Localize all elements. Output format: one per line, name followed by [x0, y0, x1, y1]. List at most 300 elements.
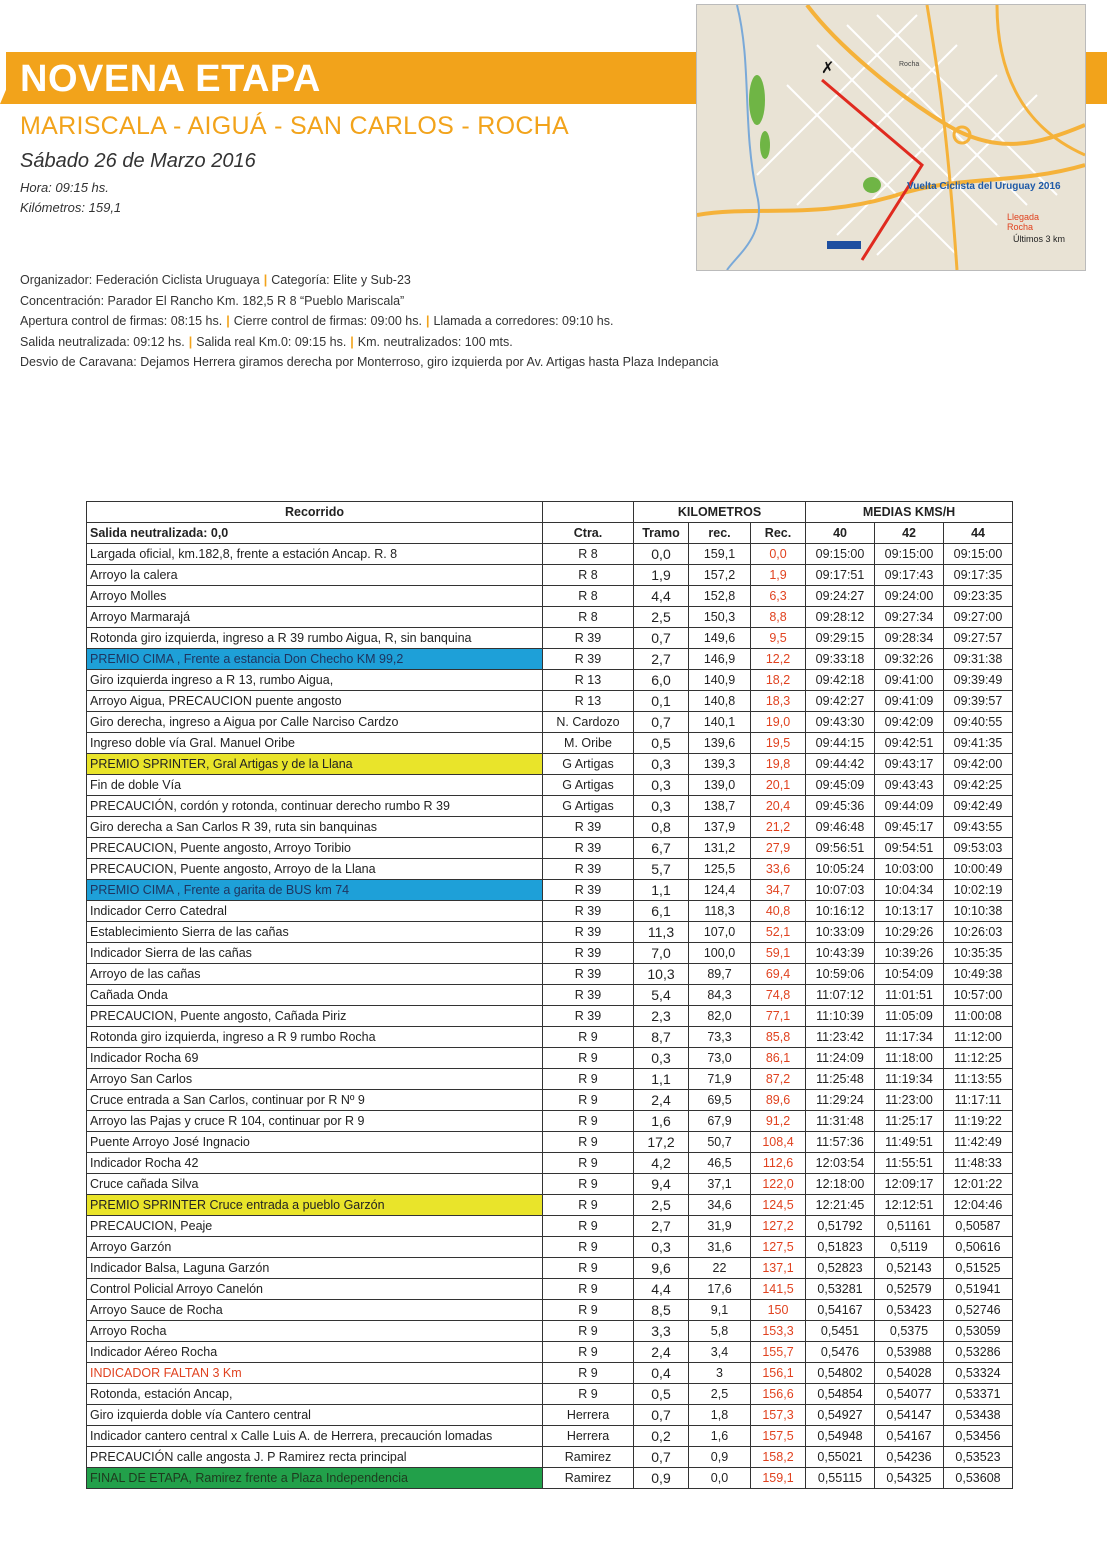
cell-km-remaining: 9,1	[689, 1300, 751, 1321]
cell-time-44: 0,53324	[944, 1363, 1013, 1384]
cell-road: R 9	[543, 1195, 634, 1216]
cell-tramo: 4,4	[634, 1279, 689, 1300]
cell-time-40: 0,54802	[806, 1363, 875, 1384]
cell-time-42: 11:55:51	[875, 1153, 944, 1174]
cell-km-remaining: 152,8	[689, 586, 751, 607]
cell-road: R 39	[543, 985, 634, 1006]
table-row	[87, 838, 1013, 859]
cell-point: PREMIO SPRINTER, Gral Artigas y de la Llana	[87, 754, 543, 775]
cell-time-44: 09:15:00	[944, 544, 1013, 565]
cell-time-42: 0,5119	[875, 1237, 944, 1258]
cell-tramo: 0,3	[634, 775, 689, 796]
cell-time-40: 09:17:51	[806, 565, 875, 586]
table-row	[87, 754, 1013, 775]
cell-km-remaining: 124,4	[689, 880, 751, 901]
table-row	[87, 1174, 1013, 1195]
cell-time-44: 11:12:25	[944, 1048, 1013, 1069]
cell-point: Arroyo Rocha	[87, 1321, 543, 1342]
cell-point: Rotonda giro izquierda, ingreso a R 9 rumbo Rocha	[87, 1027, 543, 1048]
header-speed-40: 40	[806, 523, 875, 544]
cell-km-remaining: 73,0	[689, 1048, 751, 1069]
cell-time-44: 11:19:22	[944, 1111, 1013, 1132]
cell-road: G Artigas	[543, 796, 634, 817]
cell-km-remaining: 37,1	[689, 1174, 751, 1195]
table-row	[87, 943, 1013, 964]
cell-point: Rotonda giro izquierda, ingreso a R 39 rumbo Aigua, R, sin banquina	[87, 628, 543, 649]
table-header-row-1	[87, 502, 1013, 523]
cell-km-remaining: 149,6	[689, 628, 751, 649]
table-row	[87, 1279, 1013, 1300]
cell-time-44: 09:39:57	[944, 691, 1013, 712]
cell-time-42: 0,53423	[875, 1300, 944, 1321]
cell-time-42: 09:24:00	[875, 586, 944, 607]
cell-point: Arroyo Molles	[87, 586, 543, 607]
cell-time-44: 09:42:25	[944, 775, 1013, 796]
cell-km-remaining: 0,0	[689, 1468, 751, 1489]
cell-tramo: 6,1	[634, 901, 689, 922]
cell-time-44: 10:26:03	[944, 922, 1013, 943]
cell-tramo: 0,5	[634, 1384, 689, 1405]
cell-km-remaining: 100,0	[689, 943, 751, 964]
cell-time-42: 09:28:34	[875, 628, 944, 649]
cell-time-44: 0,53371	[944, 1384, 1013, 1405]
cell-time-40: 0,53281	[806, 1279, 875, 1300]
table-row	[87, 1132, 1013, 1153]
cell-tramo: 9,4	[634, 1174, 689, 1195]
cell-time-42: 0,54077	[875, 1384, 944, 1405]
cell-time-42: 10:04:34	[875, 880, 944, 901]
cell-time-42: 11:19:34	[875, 1069, 944, 1090]
cell-time-44: 09:27:00	[944, 607, 1013, 628]
table-row	[87, 775, 1013, 796]
cell-time-40: 10:59:06	[806, 964, 875, 985]
distance: Kilómetros: 159,1	[20, 200, 122, 215]
cell-tramo: 10,3	[634, 964, 689, 985]
stage-date: Sábado 26 de Marzo 2016	[20, 150, 256, 172]
cell-km-covered: 124,5	[751, 1195, 806, 1216]
table-row	[87, 859, 1013, 880]
cell-km-remaining: 139,3	[689, 754, 751, 775]
cell-time-42: 0,54028	[875, 1363, 944, 1384]
cell-km-remaining: 50,7	[689, 1132, 751, 1153]
cell-time-44: 09:53:03	[944, 838, 1013, 859]
header-rec-covered: Rec.	[751, 523, 806, 544]
cell-time-42: 0,5375	[875, 1321, 944, 1342]
cell-km-remaining: 140,1	[689, 712, 751, 733]
cell-time-40: 11:10:39	[806, 1006, 875, 1027]
cell-tramo: 0,7	[634, 712, 689, 733]
cell-tramo: 7,0	[634, 943, 689, 964]
cell-time-40: 09:46:48	[806, 817, 875, 838]
table-row	[87, 1111, 1013, 1132]
cell-road: R 9	[543, 1090, 634, 1111]
cell-km-remaining: 17,6	[689, 1279, 751, 1300]
cell-time-44: 0,53059	[944, 1321, 1013, 1342]
cell-km-remaining: 138,7	[689, 796, 751, 817]
cell-point: Arroyo San Carlos	[87, 1069, 543, 1090]
cell-km-covered: 21,2	[751, 817, 806, 838]
table-row	[87, 1216, 1013, 1237]
cell-time-42: 0,54236	[875, 1447, 944, 1468]
stage-route: MARISCALA - AIGUÁ - SAN CARLOS - ROCHA	[20, 112, 570, 140]
cell-road: R 9	[543, 1174, 634, 1195]
cell-tramo: 0,3	[634, 754, 689, 775]
cell-km-covered: 19,5	[751, 733, 806, 754]
cell-km-covered: 122,0	[751, 1174, 806, 1195]
cell-km-covered: 159,1	[751, 1468, 806, 1489]
cell-point: Indicador Rocha 42	[87, 1153, 543, 1174]
cell-km-remaining: 1,6	[689, 1426, 751, 1447]
cell-time-42: 0,52143	[875, 1258, 944, 1279]
cell-road: R 39	[543, 922, 634, 943]
cell-tramo: 0,3	[634, 1048, 689, 1069]
cell-time-44: 0,53456	[944, 1426, 1013, 1447]
cell-time-42: 09:43:43	[875, 775, 944, 796]
cell-km-remaining: 22	[689, 1258, 751, 1279]
cell-km-covered: 69,4	[751, 964, 806, 985]
cell-point: PREMIO CIMA , Frente a estancia Don Checho KM 99,2	[87, 649, 543, 670]
header-salida: Salida neutralizada: 0,0	[87, 523, 543, 544]
cell-time-40: 09:15:00	[806, 544, 875, 565]
cell-time-40: 0,52823	[806, 1258, 875, 1279]
cell-road: R 13	[543, 670, 634, 691]
cell-tramo: 6,0	[634, 670, 689, 691]
route-map	[696, 4, 1086, 271]
cell-time-44: 11:00:08	[944, 1006, 1013, 1027]
info-line-4: Salida neutralizada: 09:12 hs. | Salida real Km.0: 09:15 hs. | Km. neutralizados: 100 mts.	[20, 334, 513, 349]
cell-time-44: 11:12:00	[944, 1027, 1013, 1048]
cell-road: R 9	[543, 1216, 634, 1237]
cell-km-covered: 127,5	[751, 1237, 806, 1258]
cell-tramo: 4,2	[634, 1153, 689, 1174]
info-line-5: Desvio de Caravana: Dejamos Herrera giramos derecha por Monterroso, giro izquierda por Av. Artigas hasta Plaza Indepancia	[20, 355, 719, 369]
cell-time-44: 0,50587	[944, 1216, 1013, 1237]
cell-point: PRECAUCION, Puente angosto, Arroyo de la Llana	[87, 859, 543, 880]
cell-time-44: 12:04:46	[944, 1195, 1013, 1216]
cell-km-covered: 6,3	[751, 586, 806, 607]
cell-km-covered: 19,0	[751, 712, 806, 733]
cell-time-44: 11:13:55	[944, 1069, 1013, 1090]
table-row	[87, 796, 1013, 817]
cell-point: PRECAUCION, Peaje	[87, 1216, 543, 1237]
header-medias: MEDIAS KMS/H	[806, 502, 1013, 523]
cell-time-40: 09:42:18	[806, 670, 875, 691]
cell-point: PRECAUCIÓN calle angosta J. P Ramirez recta principal	[87, 1447, 543, 1468]
cell-road: R 9	[543, 1069, 634, 1090]
cell-tramo: 17,2	[634, 1132, 689, 1153]
table-row	[87, 691, 1013, 712]
cell-time-42: 11:01:51	[875, 985, 944, 1006]
cell-km-covered: 19,8	[751, 754, 806, 775]
cell-time-40: 09:44:42	[806, 754, 875, 775]
cell-tramo: 3,3	[634, 1321, 689, 1342]
cell-tramo: 0,2	[634, 1426, 689, 1447]
cell-time-40: 0,5476	[806, 1342, 875, 1363]
cell-point: PRECAUCIÓN, cordón y rotonda, continuar derecho rumbo R 39	[87, 796, 543, 817]
cell-tramo: 0,7	[634, 1447, 689, 1468]
cell-point: Arroyo Garzón	[87, 1237, 543, 1258]
cell-road: R 8	[543, 565, 634, 586]
cell-tramo: 6,7	[634, 838, 689, 859]
cell-road: R 9	[543, 1384, 634, 1405]
cell-time-40: 10:33:09	[806, 922, 875, 943]
table-header-row-2	[87, 523, 1013, 544]
cell-time-42: 0,54147	[875, 1405, 944, 1426]
cell-road: R 9	[543, 1237, 634, 1258]
cell-time-40: 09:45:09	[806, 775, 875, 796]
cell-km-covered: 157,5	[751, 1426, 806, 1447]
cell-road: R 9	[543, 1300, 634, 1321]
cell-road: R 39	[543, 880, 634, 901]
cell-point: Arroyo las Pajas y cruce R 104, continuar por R 9	[87, 1111, 543, 1132]
table-row	[87, 628, 1013, 649]
cell-km-remaining: 140,9	[689, 670, 751, 691]
cell-point: Cruce cañada Silva	[87, 1174, 543, 1195]
cell-time-40: 0,55021	[806, 1447, 875, 1468]
cell-road: R 39	[543, 838, 634, 859]
cell-time-44: 10:35:35	[944, 943, 1013, 964]
cell-km-covered: 85,8	[751, 1027, 806, 1048]
table-row	[87, 1258, 1013, 1279]
cell-time-42: 0,51161	[875, 1216, 944, 1237]
cell-point: Indicador Sierra de las cañas	[87, 943, 543, 964]
cell-time-40: 12:21:45	[806, 1195, 875, 1216]
cell-time-42: 09:43:17	[875, 754, 944, 775]
cell-road: R 39	[543, 817, 634, 838]
cell-km-covered: 127,2	[751, 1216, 806, 1237]
map-arrival-label: Llegada	[1007, 212, 1040, 222]
cell-time-44: 10:57:00	[944, 985, 1013, 1006]
cell-time-40: 0,51823	[806, 1237, 875, 1258]
cell-road: R 39	[543, 943, 634, 964]
cell-km-covered: 150	[751, 1300, 806, 1321]
cell-time-40: 10:07:03	[806, 880, 875, 901]
cell-km-remaining: 146,9	[689, 649, 751, 670]
map-arrival-city-label: Rocha	[1007, 222, 1034, 232]
cell-road: R 9	[543, 1027, 634, 1048]
cell-tramo: 2,4	[634, 1342, 689, 1363]
cell-tramo: 0,4	[634, 1363, 689, 1384]
cell-time-40: 0,54854	[806, 1384, 875, 1405]
cell-tramo: 2,5	[634, 1195, 689, 1216]
cell-km-covered: 20,4	[751, 796, 806, 817]
cell-km-covered: 52,1	[751, 922, 806, 943]
cell-time-44: 0,50616	[944, 1237, 1013, 1258]
cell-time-42: 11:18:00	[875, 1048, 944, 1069]
cell-time-42: 12:09:17	[875, 1174, 944, 1195]
cell-tramo: 8,7	[634, 1027, 689, 1048]
cell-km-remaining: 34,6	[689, 1195, 751, 1216]
cell-km-covered: 33,6	[751, 859, 806, 880]
cell-road: R 9	[543, 1153, 634, 1174]
cell-time-42: 09:32:26	[875, 649, 944, 670]
cell-time-44: 09:17:35	[944, 565, 1013, 586]
table-row	[87, 1027, 1013, 1048]
cell-point: Largada oficial, km.182,8, frente a estación Ancap. R. 8	[87, 544, 543, 565]
cell-km-covered: 157,3	[751, 1405, 806, 1426]
cell-time-42: 11:49:51	[875, 1132, 944, 1153]
cell-time-42: 10:13:17	[875, 901, 944, 922]
table-body	[87, 544, 1013, 1489]
cell-tramo: 0,0	[634, 544, 689, 565]
cell-point: Cruce entrada a San Carlos, continuar por R Nº 9	[87, 1090, 543, 1111]
cell-time-40: 11:23:42	[806, 1027, 875, 1048]
map-last-km-label: Últimos 3 km	[1013, 234, 1066, 244]
cell-time-44: 0,51941	[944, 1279, 1013, 1300]
cell-km-remaining: 46,5	[689, 1153, 751, 1174]
cell-point: Cañada Onda	[87, 985, 543, 1006]
table-row	[87, 1153, 1013, 1174]
cell-km-covered: 156,6	[751, 1384, 806, 1405]
cell-km-covered: 18,3	[751, 691, 806, 712]
cell-time-42: 09:17:43	[875, 565, 944, 586]
map-event-label: Vuelta Ciclista del Uruguay 2016	[907, 181, 1061, 192]
cell-km-remaining: 137,9	[689, 817, 751, 838]
cell-km-covered: 112,6	[751, 1153, 806, 1174]
cell-km-covered: 91,2	[751, 1111, 806, 1132]
cell-road: R 9	[543, 1258, 634, 1279]
cell-km-covered: 59,1	[751, 943, 806, 964]
header-empty	[543, 502, 634, 523]
cell-time-40: 09:33:18	[806, 649, 875, 670]
cell-km-remaining: 1,8	[689, 1405, 751, 1426]
cell-time-42: 11:05:09	[875, 1006, 944, 1027]
start-time: Hora: 09:15 hs.	[20, 180, 109, 195]
cell-tramo: 1,9	[634, 565, 689, 586]
info-line-2: Concentración: Parador El Rancho Km. 182,5 R 8 “Pueblo Mariscala”	[20, 293, 405, 308]
stage-title: NOVENA ETAPA	[20, 58, 321, 100]
cell-point: Giro izquierda doble vía Cantero central	[87, 1405, 543, 1426]
cell-km-remaining: 131,2	[689, 838, 751, 859]
cell-point: Rotonda, estación Ancap,	[87, 1384, 543, 1405]
cell-tramo: 2,7	[634, 1216, 689, 1237]
cell-time-40: 09:43:30	[806, 712, 875, 733]
cell-road: Ramirez	[543, 1447, 634, 1468]
cell-point: Indicador Aéreo Rocha	[87, 1342, 543, 1363]
table-row	[87, 565, 1013, 586]
cell-time-42: 11:25:17	[875, 1111, 944, 1132]
table-row	[87, 964, 1013, 985]
cell-km-remaining: 84,3	[689, 985, 751, 1006]
separator: |	[188, 334, 193, 349]
cell-time-40: 11:29:24	[806, 1090, 875, 1111]
cell-km-remaining: 125,5	[689, 859, 751, 880]
map-town-label: Rocha	[899, 61, 920, 68]
cell-tramo: 0,9	[634, 1468, 689, 1489]
cell-time-40: 0,51792	[806, 1216, 875, 1237]
cell-tramo: 0,8	[634, 817, 689, 838]
cell-km-remaining: 107,0	[689, 922, 751, 943]
cell-time-42: 09:42:09	[875, 712, 944, 733]
cell-tramo: 8,5	[634, 1300, 689, 1321]
cell-km-remaining: 73,3	[689, 1027, 751, 1048]
header-speed-42: 42	[875, 523, 944, 544]
cell-km-remaining: 71,9	[689, 1069, 751, 1090]
cell-time-40: 11:25:48	[806, 1069, 875, 1090]
stage-info	[20, 270, 719, 373]
cell-time-42: 12:12:51	[875, 1195, 944, 1216]
cell-tramo: 0,7	[634, 1405, 689, 1426]
cell-km-remaining: 5,8	[689, 1321, 751, 1342]
cell-time-44: 0,53608	[944, 1468, 1013, 1489]
cell-time-40: 12:03:54	[806, 1153, 875, 1174]
table-row	[87, 649, 1013, 670]
cell-km-covered: 12,2	[751, 649, 806, 670]
cell-time-44: 10:49:38	[944, 964, 1013, 985]
svg-text:✗: ✗	[821, 58, 835, 77]
cell-km-remaining: 31,9	[689, 1216, 751, 1237]
cell-point: PREMIO CIMA , Frente a garita de BUS km 74	[87, 880, 543, 901]
cell-km-covered: 1,9	[751, 565, 806, 586]
cell-time-44: 12:01:22	[944, 1174, 1013, 1195]
cell-road: Herrera	[543, 1426, 634, 1447]
cell-km-covered: 8,8	[751, 607, 806, 628]
cell-time-42: 10:03:00	[875, 859, 944, 880]
cell-km-remaining: 157,2	[689, 565, 751, 586]
cell-road: R 39	[543, 628, 634, 649]
cell-point: Arroyo Sauce de Rocha	[87, 1300, 543, 1321]
cell-tramo: 9,6	[634, 1258, 689, 1279]
table-row	[87, 733, 1013, 754]
header-ctra: Ctra.	[543, 523, 634, 544]
table-row	[87, 880, 1013, 901]
cell-time-44: 09:23:35	[944, 586, 1013, 607]
cell-time-40: 0,5451	[806, 1321, 875, 1342]
cell-time-40: 09:24:27	[806, 586, 875, 607]
cell-tramo: 2,4	[634, 1090, 689, 1111]
cell-time-40: 09:44:15	[806, 733, 875, 754]
table-row	[87, 1006, 1013, 1027]
table-row	[87, 1342, 1013, 1363]
cell-time-44: 11:42:49	[944, 1132, 1013, 1153]
cell-time-40: 09:45:36	[806, 796, 875, 817]
cell-road: R 39	[543, 649, 634, 670]
header-recorrido: Recorrido	[87, 502, 543, 523]
table-row	[87, 1090, 1013, 1111]
cell-km-covered: 89,6	[751, 1090, 806, 1111]
cell-point: Indicador cantero central x Calle Luis A. de Herrera, precaución lomadas	[87, 1426, 543, 1447]
table-row	[87, 1321, 1013, 1342]
cell-point: Fin de doble Vía	[87, 775, 543, 796]
cell-time-44: 09:41:35	[944, 733, 1013, 754]
cell-time-40: 09:29:15	[806, 628, 875, 649]
cell-tramo: 5,7	[634, 859, 689, 880]
cell-time-40: 09:42:27	[806, 691, 875, 712]
cell-tramo: 0,1	[634, 691, 689, 712]
cell-km-remaining: 159,1	[689, 544, 751, 565]
cell-time-44: 09:42:49	[944, 796, 1013, 817]
cell-tramo: 2,5	[634, 607, 689, 628]
table-row	[87, 607, 1013, 628]
cell-km-covered: 18,2	[751, 670, 806, 691]
table-row	[87, 1363, 1013, 1384]
cell-time-42: 0,52579	[875, 1279, 944, 1300]
cell-time-44: 09:27:57	[944, 628, 1013, 649]
cell-road: R 9	[543, 1048, 634, 1069]
cell-road: R 13	[543, 691, 634, 712]
cell-tramo: 0,5	[634, 733, 689, 754]
cell-tramo: 0,3	[634, 796, 689, 817]
cell-time-40: 0,55115	[806, 1468, 875, 1489]
cell-time-42: 10:29:26	[875, 922, 944, 943]
table-row	[87, 1195, 1013, 1216]
cell-tramo: 0,3	[634, 1237, 689, 1258]
table-row	[87, 544, 1013, 565]
cell-time-40: 10:43:39	[806, 943, 875, 964]
cell-km-covered: 156,1	[751, 1363, 806, 1384]
cell-point: PRECAUCION, Puente angosto, Cañada Piriz	[87, 1006, 543, 1027]
cell-tramo: 2,7	[634, 649, 689, 670]
